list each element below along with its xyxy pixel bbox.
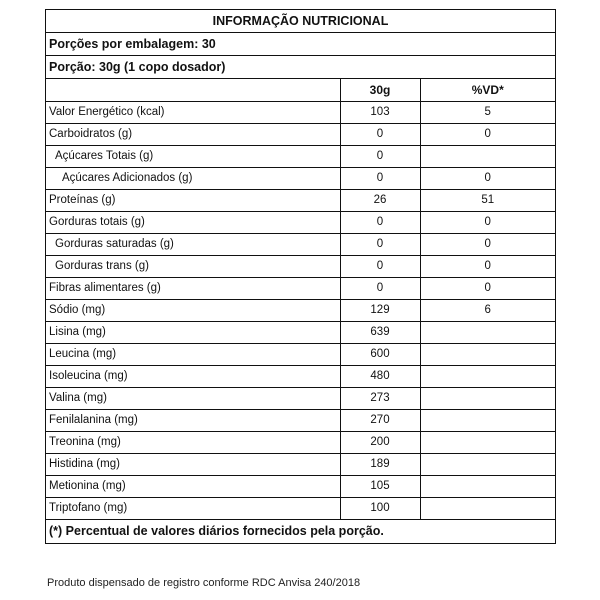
nutrient-dv: 0	[420, 233, 555, 255]
nutrient-name: Fenilalanina (mg)	[46, 409, 340, 431]
nutrient-dv: 0	[420, 255, 555, 277]
nutrient-row	[46, 255, 555, 277]
nutrient-grid	[46, 79, 555, 520]
footnote: (*) Percentual de valores diários fornecidos pela porção.	[49, 524, 384, 538]
nutrient-name: Sódio (mg)	[46, 299, 340, 321]
nutrient-dv	[420, 365, 555, 387]
nutrient-dv: 51	[420, 189, 555, 211]
nutrient-amount: 103	[340, 101, 420, 123]
servings-per-package: Porções por embalagem: 30	[46, 33, 555, 56]
nutrient-name: Proteínas (g)	[46, 189, 340, 211]
nutrient-amount: 26	[340, 189, 420, 211]
nutrient-name: Gorduras trans (g)	[46, 255, 340, 277]
nutrient-name: Histidina (mg)	[46, 453, 340, 475]
nutrient-row	[46, 343, 555, 365]
nutrient-name: Lisina (mg)	[46, 321, 340, 343]
nutrient-row	[46, 453, 555, 475]
nutrient-amount: 129	[340, 299, 420, 321]
nutrient-amount: 0	[340, 255, 420, 277]
nutrient-amount: 600	[340, 343, 420, 365]
nutrient-row	[46, 123, 555, 145]
nutrient-dv	[420, 387, 555, 409]
nutrient-dv: 5	[420, 101, 555, 123]
nutrient-dv	[420, 343, 555, 365]
nutrient-amount: 100	[340, 497, 420, 519]
nutrient-name: Açúcares Adicionados (g)	[46, 167, 340, 189]
nutrient-row	[46, 321, 555, 343]
nutrient-row	[46, 211, 555, 233]
nutrient-dv: 0	[420, 277, 555, 299]
nutrient-name: Gorduras saturadas (g)	[46, 233, 340, 255]
nutrient-dv	[420, 409, 555, 431]
nutrient-amount: 0	[340, 145, 420, 167]
nutrient-row	[46, 497, 555, 519]
nutrient-amount: 480	[340, 365, 420, 387]
nutrient-dv	[420, 145, 555, 167]
nutrient-amount: 189	[340, 453, 420, 475]
nutrient-name: Triptofano (mg)	[46, 497, 340, 519]
nutrition-facts-table	[45, 9, 556, 544]
nutrient-row	[46, 299, 555, 321]
nutrient-name: Treonina (mg)	[46, 431, 340, 453]
nutrient-row	[46, 475, 555, 497]
nutrient-row	[46, 409, 555, 431]
nutrient-name: Metionina (mg)	[46, 475, 340, 497]
nutrient-amount: 0	[340, 233, 420, 255]
header-name	[46, 79, 340, 101]
nutrient-row	[46, 233, 555, 255]
nutrient-dv: 0	[420, 123, 555, 145]
nutrient-row	[46, 189, 555, 211]
nutrient-row	[46, 365, 555, 387]
nutrient-name: Valina (mg)	[46, 387, 340, 409]
nutrient-dv	[420, 475, 555, 497]
nutrient-name: Açúcares Totais (g)	[46, 145, 340, 167]
nutrient-row	[46, 145, 555, 167]
nutrient-row	[46, 387, 555, 409]
header-dv: %VD*	[420, 79, 555, 101]
nutrient-name: Fibras alimentares (g)	[46, 277, 340, 299]
nutrient-amount: 0	[340, 167, 420, 189]
header-amount: 30g	[340, 79, 420, 101]
nutrient-amount: 270	[340, 409, 420, 431]
nutrient-dv	[420, 453, 555, 475]
nutrient-name: Isoleucina (mg)	[46, 365, 340, 387]
nutrient-amount: 0	[340, 123, 420, 145]
nutrient-amount: 639	[340, 321, 420, 343]
serving-size: Porção: 30g (1 copo dosador)	[46, 56, 555, 79]
nutrient-dv: 0	[420, 211, 555, 233]
nutrient-name: Valor Energético (kcal)	[46, 101, 340, 123]
nutrient-row	[46, 101, 555, 123]
nutrient-row	[46, 431, 555, 453]
nutrient-row	[46, 277, 555, 299]
nutrient-name: Leucina (mg)	[46, 343, 340, 365]
nutrient-dv	[420, 497, 555, 519]
nutrient-name: Gorduras totais (g)	[46, 211, 340, 233]
nutrient-dv	[420, 431, 555, 453]
header-row	[46, 79, 555, 101]
table-title: INFORMAÇÃO NUTRICIONAL	[46, 10, 555, 33]
nutrient-amount: 0	[340, 211, 420, 233]
nutrient-amount: 0	[340, 277, 420, 299]
nutrient-dv: 6	[420, 299, 555, 321]
nutrient-amount: 105	[340, 475, 420, 497]
nutrient-name: Carboidratos (g)	[46, 123, 340, 145]
nutrient-dv: 0	[420, 167, 555, 189]
nutrient-row	[46, 167, 555, 189]
nutrient-amount: 273	[340, 387, 420, 409]
nutrient-dv	[420, 321, 555, 343]
nutrient-amount: 200	[340, 431, 420, 453]
legal-note: Produto dispensado de registro conforme RDC Anvisa 240/2018	[47, 577, 361, 589]
